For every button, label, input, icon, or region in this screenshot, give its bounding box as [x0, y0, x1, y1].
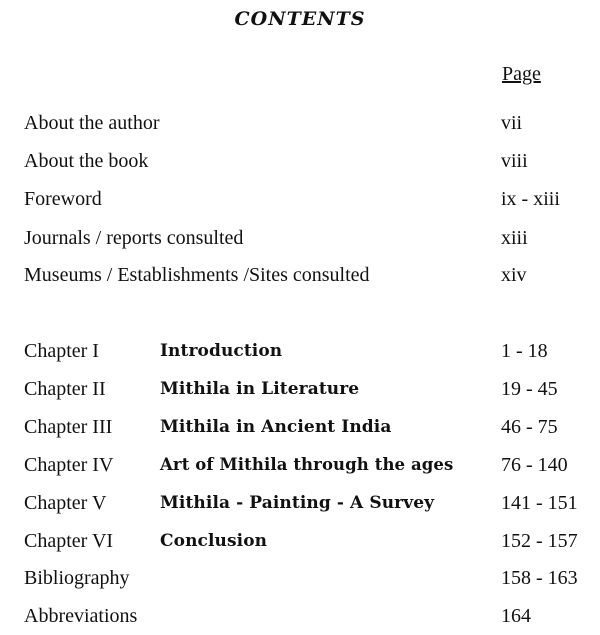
entry-page: 158 - 163	[501, 567, 578, 589]
contents-title: CONTENTS	[234, 8, 366, 30]
chapter-entry	[0, 454, 600, 484]
entry-label: Museums / Establishments /Sites consulted	[24, 264, 370, 286]
toc-entry	[0, 567, 600, 597]
chapter-entry	[0, 530, 600, 560]
chapter-number: Chapter IV	[24, 454, 114, 476]
chapter-number: Chapter I	[24, 340, 99, 362]
chapter-number: Chapter III	[24, 416, 113, 438]
toc-entry	[0, 227, 600, 257]
entry-label: About the author	[24, 112, 160, 134]
chapter-title: Introduction	[160, 341, 283, 361]
entry-label: About the book	[24, 150, 149, 172]
chapter-title: Mithila in Literature	[160, 379, 360, 399]
chapter-title: Mithila in Ancient India	[160, 417, 392, 437]
entry-label: Bibliography	[24, 567, 130, 589]
chapter-number: Chapter V	[24, 492, 107, 514]
chapter-page: 76 - 140	[501, 454, 568, 476]
entry-page: xiii	[501, 227, 528, 249]
chapter-entry	[0, 492, 600, 522]
chapter-entry	[0, 340, 600, 370]
toc-entry	[0, 150, 600, 180]
entry-page: viii	[501, 150, 528, 172]
chapter-title: Art of Mithila through the ages	[160, 455, 454, 474]
entry-page: xiv	[501, 264, 527, 286]
page-column-header: Page	[502, 63, 541, 85]
chapter-page: 152 - 157	[501, 530, 578, 552]
entry-page: ix - xiii	[501, 188, 560, 210]
toc-entry	[0, 264, 600, 294]
entry-page: 164	[501, 605, 531, 627]
toc-entry	[0, 605, 600, 635]
entry-page: vii	[501, 112, 523, 134]
chapter-entry	[0, 378, 600, 408]
chapter-page: 1 - 18	[501, 340, 548, 362]
entry-label: Foreword	[24, 188, 102, 210]
chapter-page: 141 - 151	[501, 492, 578, 514]
chapter-title: Mithila - Painting - A Survey	[160, 493, 435, 513]
toc-entry	[0, 112, 600, 142]
chapter-entry	[0, 416, 600, 446]
toc-entry	[0, 188, 600, 218]
chapter-number: Chapter VI	[24, 530, 114, 552]
chapter-title: Conclusion	[160, 531, 268, 551]
entry-label: Journals / reports consulted	[24, 227, 244, 249]
chapter-page: 46 - 75	[501, 416, 558, 438]
chapter-number: Chapter II	[24, 378, 106, 400]
chapter-page: 19 - 45	[501, 378, 558, 400]
entry-label: Abbreviations	[24, 605, 138, 627]
